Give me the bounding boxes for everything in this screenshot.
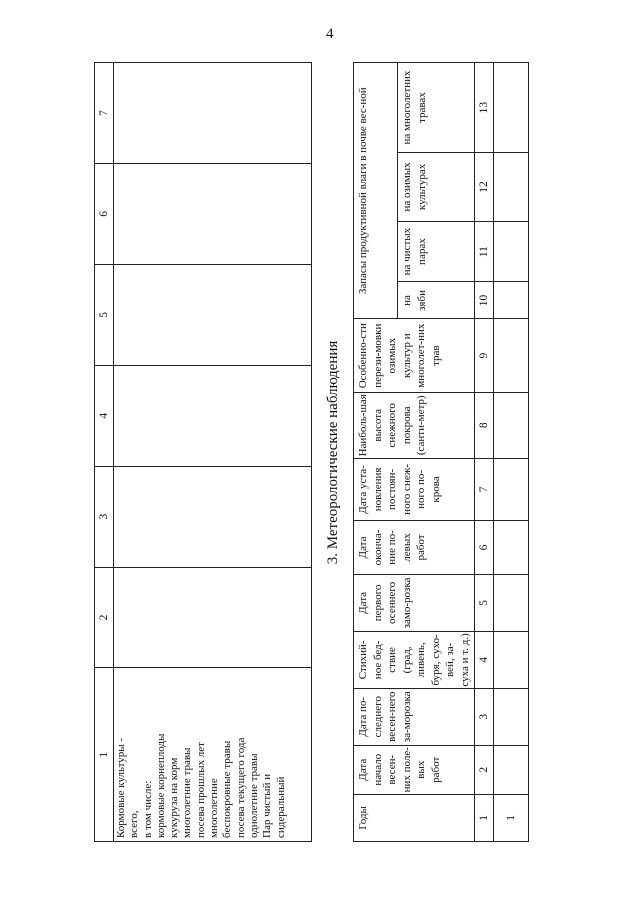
header-cell: на чистых парах: [398, 221, 475, 282]
header-cell: Дата первого осеннего замо-розка: [354, 574, 475, 631]
column-number: 12: [475, 153, 494, 222]
empty-cell: [114, 63, 312, 164]
row-label: кормовые корнеплоды: [154, 733, 167, 838]
empty-cell: [114, 567, 312, 668]
header-group-cell: Запасы продуктивной влаги в почве вес-ной: [354, 63, 398, 320]
column-number: 1: [475, 794, 494, 841]
row-label: многолетние: [208, 778, 221, 838]
header-cell: Стихий-ное бед-ствие (град, ливень, буря, сухо-вей, за-суха и т. д.): [354, 632, 475, 689]
empty-cell: [494, 458, 529, 520]
column-number: 4: [95, 365, 114, 466]
empty-cell: [494, 153, 529, 222]
header-cell: Дата начало весен-них поле-вых работ: [354, 745, 475, 794]
column-number: 7: [95, 63, 114, 164]
column-number: 6: [95, 163, 114, 264]
row-label: в том числе:: [141, 780, 154, 838]
row-label: посева текущего года: [234, 737, 247, 838]
header-cell: Годы: [354, 794, 475, 841]
column-number: 13: [475, 63, 494, 153]
table-row: [494, 63, 529, 842]
row-label: беспокровные травы: [221, 740, 234, 838]
row-label: Пар чистый и: [261, 773, 274, 838]
empty-cell: [494, 282, 529, 319]
table-row: [114, 63, 312, 842]
empty-cell: [114, 163, 312, 264]
empty-cell: [494, 521, 529, 575]
section-title: 3. Метеорологические наблюдения: [325, 340, 341, 565]
column-number: 2: [95, 567, 114, 668]
column-number: 3: [475, 688, 494, 745]
column-numbers-row: [475, 63, 494, 842]
column-number: 11: [475, 221, 494, 282]
empty-cell: [494, 63, 529, 153]
column-number: 7: [475, 458, 494, 520]
empty-cell: [494, 319, 529, 392]
meteo-table: [353, 62, 529, 842]
empty-cell: [494, 574, 529, 631]
header-cell: на озимых культурах: [398, 153, 475, 222]
header-cell: на многолетних травах: [398, 63, 475, 153]
empty-cell: [494, 221, 529, 282]
row-label: всего,: [128, 810, 141, 838]
empty-cell: [494, 632, 529, 689]
year-cell: 1: [494, 794, 529, 841]
empty-cell: [494, 688, 529, 745]
column-number: 5: [475, 574, 494, 631]
header-cell: Особенно-сти перези-мовки озимых культур и многолет-них трав: [354, 319, 475, 392]
column-number: 3: [95, 466, 114, 567]
column-number: 10: [475, 282, 494, 319]
column-number: 6: [475, 521, 494, 575]
table-header-row: [354, 63, 398, 842]
header-cell: Дата уста-новления постоян-ного снеж-ного по-крова: [354, 458, 475, 520]
empty-cell: [494, 392, 529, 458]
row-label: Кормовые культуры -: [115, 737, 127, 838]
column-number: 9: [475, 319, 494, 392]
row-label: кукуруза на корм: [168, 757, 181, 838]
crops-table: [94, 62, 312, 842]
row-label: посева прошлых лет: [194, 742, 207, 838]
row-label: многолетние травы: [181, 747, 194, 838]
empty-cell: [114, 365, 312, 466]
column-number: 4: [475, 632, 494, 689]
column-number: 5: [95, 264, 114, 365]
header-cell: на зяби: [398, 282, 475, 319]
row-label: сидеральный: [274, 776, 287, 838]
crop-labels-cell: [114, 668, 312, 842]
empty-cell: [114, 466, 312, 567]
table-header-row: [95, 63, 114, 842]
header-cell: Наиболь-шая высота снежного покрова (санти-метр): [354, 392, 475, 458]
header-cell: Дата по-следнего весен-него за-морозка: [354, 688, 475, 745]
page-number: 4: [326, 26, 334, 42]
column-number: 8: [475, 392, 494, 458]
column-number: 2: [475, 745, 494, 794]
header-cell: Дата оконча-ние по-левых работ: [354, 521, 475, 575]
empty-cell: [114, 264, 312, 365]
row-label: однолетние травы: [247, 753, 260, 838]
empty-cell: [494, 745, 529, 794]
column-number: 1: [95, 668, 114, 842]
